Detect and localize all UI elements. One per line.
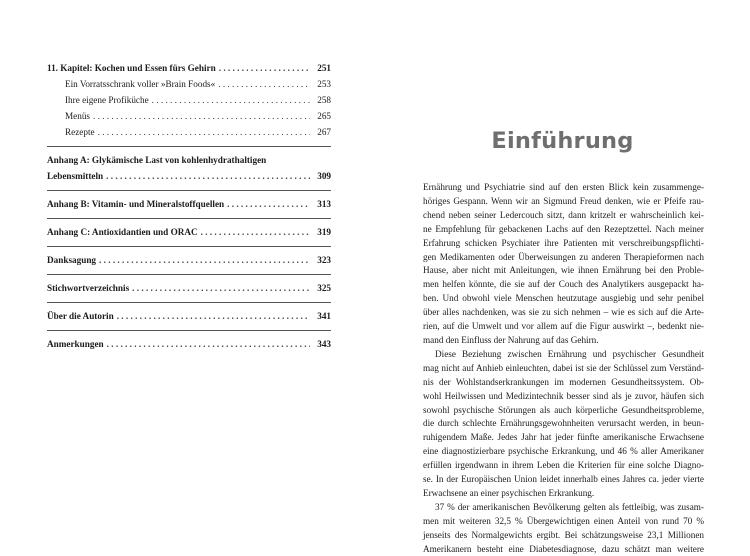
text-line: sowohl psychische Störungen als auch körperliche Gesundheitsprobleme,: [423, 404, 704, 415]
text-line: Erfahrung schicken Psychiater ihre Patienten mit verschreibungspflichti-: [423, 237, 704, 248]
toc-divider: [47, 190, 331, 191]
toc-entry-page: 251: [317, 63, 331, 73]
text-line: höriges Gespann. Wenn wir an Sigmund Freud denken, wie er Pfeife rau-: [423, 195, 704, 206]
text-line: erfüllen irgendwann in ihrem Leben die Kriterien für eine solche Diagno-: [423, 460, 704, 471]
toc-entry-page: 265: [317, 111, 331, 121]
toc-entry-title-line1: Anhang A: Glykämische Last von kohlenhydrathaltigen: [47, 155, 267, 165]
text-line: 37 % der amerikanischen Bevölkerung gelten als fettleibig, was zusam-: [435, 501, 704, 512]
toc-subentry[interactable]: [47, 108, 331, 124]
toc-entry-title: Rezepte: [65, 127, 95, 137]
toc-entry-title: 11. Kapitel: Kochen und Essen fürs Gehirn: [47, 63, 216, 73]
toc-anhang-c: [47, 224, 331, 240]
toc-entry-title: Danksagung: [47, 255, 97, 265]
text-line: eine diagnostizierbare psychische Erkrankung, und 46 % aller Amerikaner: [423, 446, 704, 457]
toc-leader-dots: [201, 224, 310, 240]
toc-entry-title: Anmerkungen: [47, 339, 104, 349]
toc-entry[interactable]: [47, 252, 331, 268]
text-line: rien, auf die Umwelt und vor allem auf die Figur auswirkt –, bedenkt nie-: [423, 321, 704, 332]
toc-leader-dots: [98, 124, 310, 140]
text-line: men mit weiteren 32,5 % Übergewichtigen einen Anteil von rund 70 %: [423, 515, 704, 526]
toc-chapter-11: [47, 60, 331, 140]
toc-leader-dots: [152, 92, 310, 108]
toc-divider: [47, 146, 331, 147]
toc-divider: [47, 246, 331, 247]
toc-leader-dots: [218, 76, 310, 92]
toc-entry[interactable]: [47, 280, 331, 296]
paragraph-2: [423, 348, 704, 501]
text-line: Ernährung und Psychiatrie sind auf den ersten Blick kein zusammenge-: [423, 182, 704, 192]
toc-entry[interactable]: [47, 168, 331, 184]
toc-divider: [47, 274, 331, 275]
toc-entry[interactable]: [47, 224, 331, 240]
toc-entry-page: 267: [317, 127, 331, 137]
toc-entry-title: Ein Vorratsschrank voller »Brain Foods«: [65, 79, 216, 89]
toc-divider: [47, 302, 331, 303]
toc-entry[interactable]: [47, 196, 331, 212]
text-line: die durch schlechte Ernährungsgewohnheiten verursacht werden, in beun-: [423, 418, 704, 429]
text-line: über alles nachdenken, was sie zu sich nehmen – wie es sich auf die Arte-: [423, 307, 704, 318]
right-page-chapter: [375, 0, 750, 556]
toc-leader-dots: [219, 60, 310, 76]
text-line: mag nicht auf Anhieb einleuchten, dabei ist sie der Schlüssel zum Verständ-: [423, 362, 704, 373]
toc-entry-page: 319: [317, 227, 331, 237]
text-line: Diese Beziehung zwischen Ernährung und psychischer Gesundheit: [435, 348, 704, 359]
text-line: ne Empfehlung für gebackenen Lachs auf den Rezeptzettel. Nach meiner: [423, 223, 704, 234]
toc-leader-dots: [93, 108, 310, 124]
toc-anhang-b: [47, 196, 331, 212]
toc-stichwortverzeichnis: [47, 280, 331, 296]
toc-entry-title: Anhang B: Vitamin- und Mineralstoffquellen: [47, 199, 225, 209]
paragraph-3: [423, 501, 704, 556]
toc-entry-title: Anhang C: Antioxidantien und ORAC: [47, 227, 198, 237]
toc-entry-page: 258: [317, 95, 331, 105]
toc-anmerkungen: [47, 336, 331, 352]
toc-entry-title: Ihre eigene Profiküche: [65, 95, 149, 105]
toc-entry[interactable]: [47, 60, 331, 76]
toc-leader-dots: [107, 336, 310, 352]
text-line: Hause, aber nicht mit Anleitungen, wie ihnen Ernährung bei den Proble-: [423, 265, 704, 276]
toc-leader-dots: [106, 168, 310, 184]
toc-subentry[interactable]: [47, 76, 331, 92]
toc-leader-dots: [132, 280, 310, 296]
toc-entry-page: 341: [317, 311, 331, 321]
toc-entry[interactable]: [47, 308, 331, 324]
toc-subentry[interactable]: [47, 92, 331, 108]
chapter-body: [423, 181, 704, 556]
text-line: mand den Einfluss der Nahrung auf das Gehirn.: [423, 334, 599, 345]
toc-leader-dots: [227, 196, 310, 212]
toc-leader-dots: [99, 252, 310, 268]
toc-leader-dots: [117, 308, 310, 324]
toc-autorin: [47, 308, 331, 324]
text-line: gen Medikamenten oder Überweisungen zu anderen Therapieformen nach: [423, 251, 704, 262]
text-line: Erwachsene an einer psychischen Erkrankung.: [423, 487, 595, 498]
toc-entry-page: 313: [317, 199, 331, 209]
toc-divider: [47, 218, 331, 219]
table-of-contents: [47, 60, 331, 358]
toc-anhang-a: [47, 152, 331, 184]
text-line: wohl Heilwissen und Medizintechnik besser sind als je zuvor, häufen sich: [423, 390, 704, 401]
text-line: chend neben seiner Ledercouch sitzt, dann kritzelt er wahrscheinlich kei-: [423, 209, 704, 220]
toc-subentry[interactable]: [47, 124, 331, 140]
toc-entry-page: 323: [317, 255, 331, 265]
text-line: jenseits des Normalgewichts ergibt. Bei schätzungsweise 23,1 Millionen: [423, 529, 704, 540]
toc-entry-page: 325: [317, 283, 331, 293]
toc-entry-title: Über die Autorin: [47, 311, 114, 321]
toc-entry-page: 253: [317, 79, 331, 89]
text-line: se. In der Europäischen Union leidet innerhalb eines Jahres ca. jeder vierte: [423, 474, 704, 485]
text-line: Amerikanern besteht eine Diabetesdiagnose, dazu schätzt man weitere: [423, 543, 704, 554]
toc-entry-page: 343: [317, 339, 331, 349]
toc-divider: [47, 330, 331, 331]
toc-entry[interactable]: [47, 336, 331, 352]
chapter-title: Einführung: [491, 128, 634, 154]
text-line: ben. Und obwohl viele Menschen heutzutage ausgiebig und sehr penibel: [423, 293, 704, 304]
toc-entry-title: Lebensmitteln: [47, 171, 104, 181]
toc-entry-title: Stichwortverzeichnis: [47, 283, 130, 293]
toc-danksagung: [47, 252, 331, 268]
text-line: nis der Wohlstandserkrankungen im modernen Gesundheitssystem. Ob-: [423, 376, 704, 387]
toc-entry-title: Menüs: [65, 111, 91, 121]
paragraph-1: [423, 181, 704, 348]
text-line: ruhigendem Maße. Jedes Jahr hat jeder fünfte amerikanische Erwachsene: [423, 432, 704, 443]
text-line: men helfen könnte, die sie auf der Couch des Analytikers ausgepackt ha-: [423, 279, 704, 290]
toc-entry-page: 309: [317, 171, 331, 181]
